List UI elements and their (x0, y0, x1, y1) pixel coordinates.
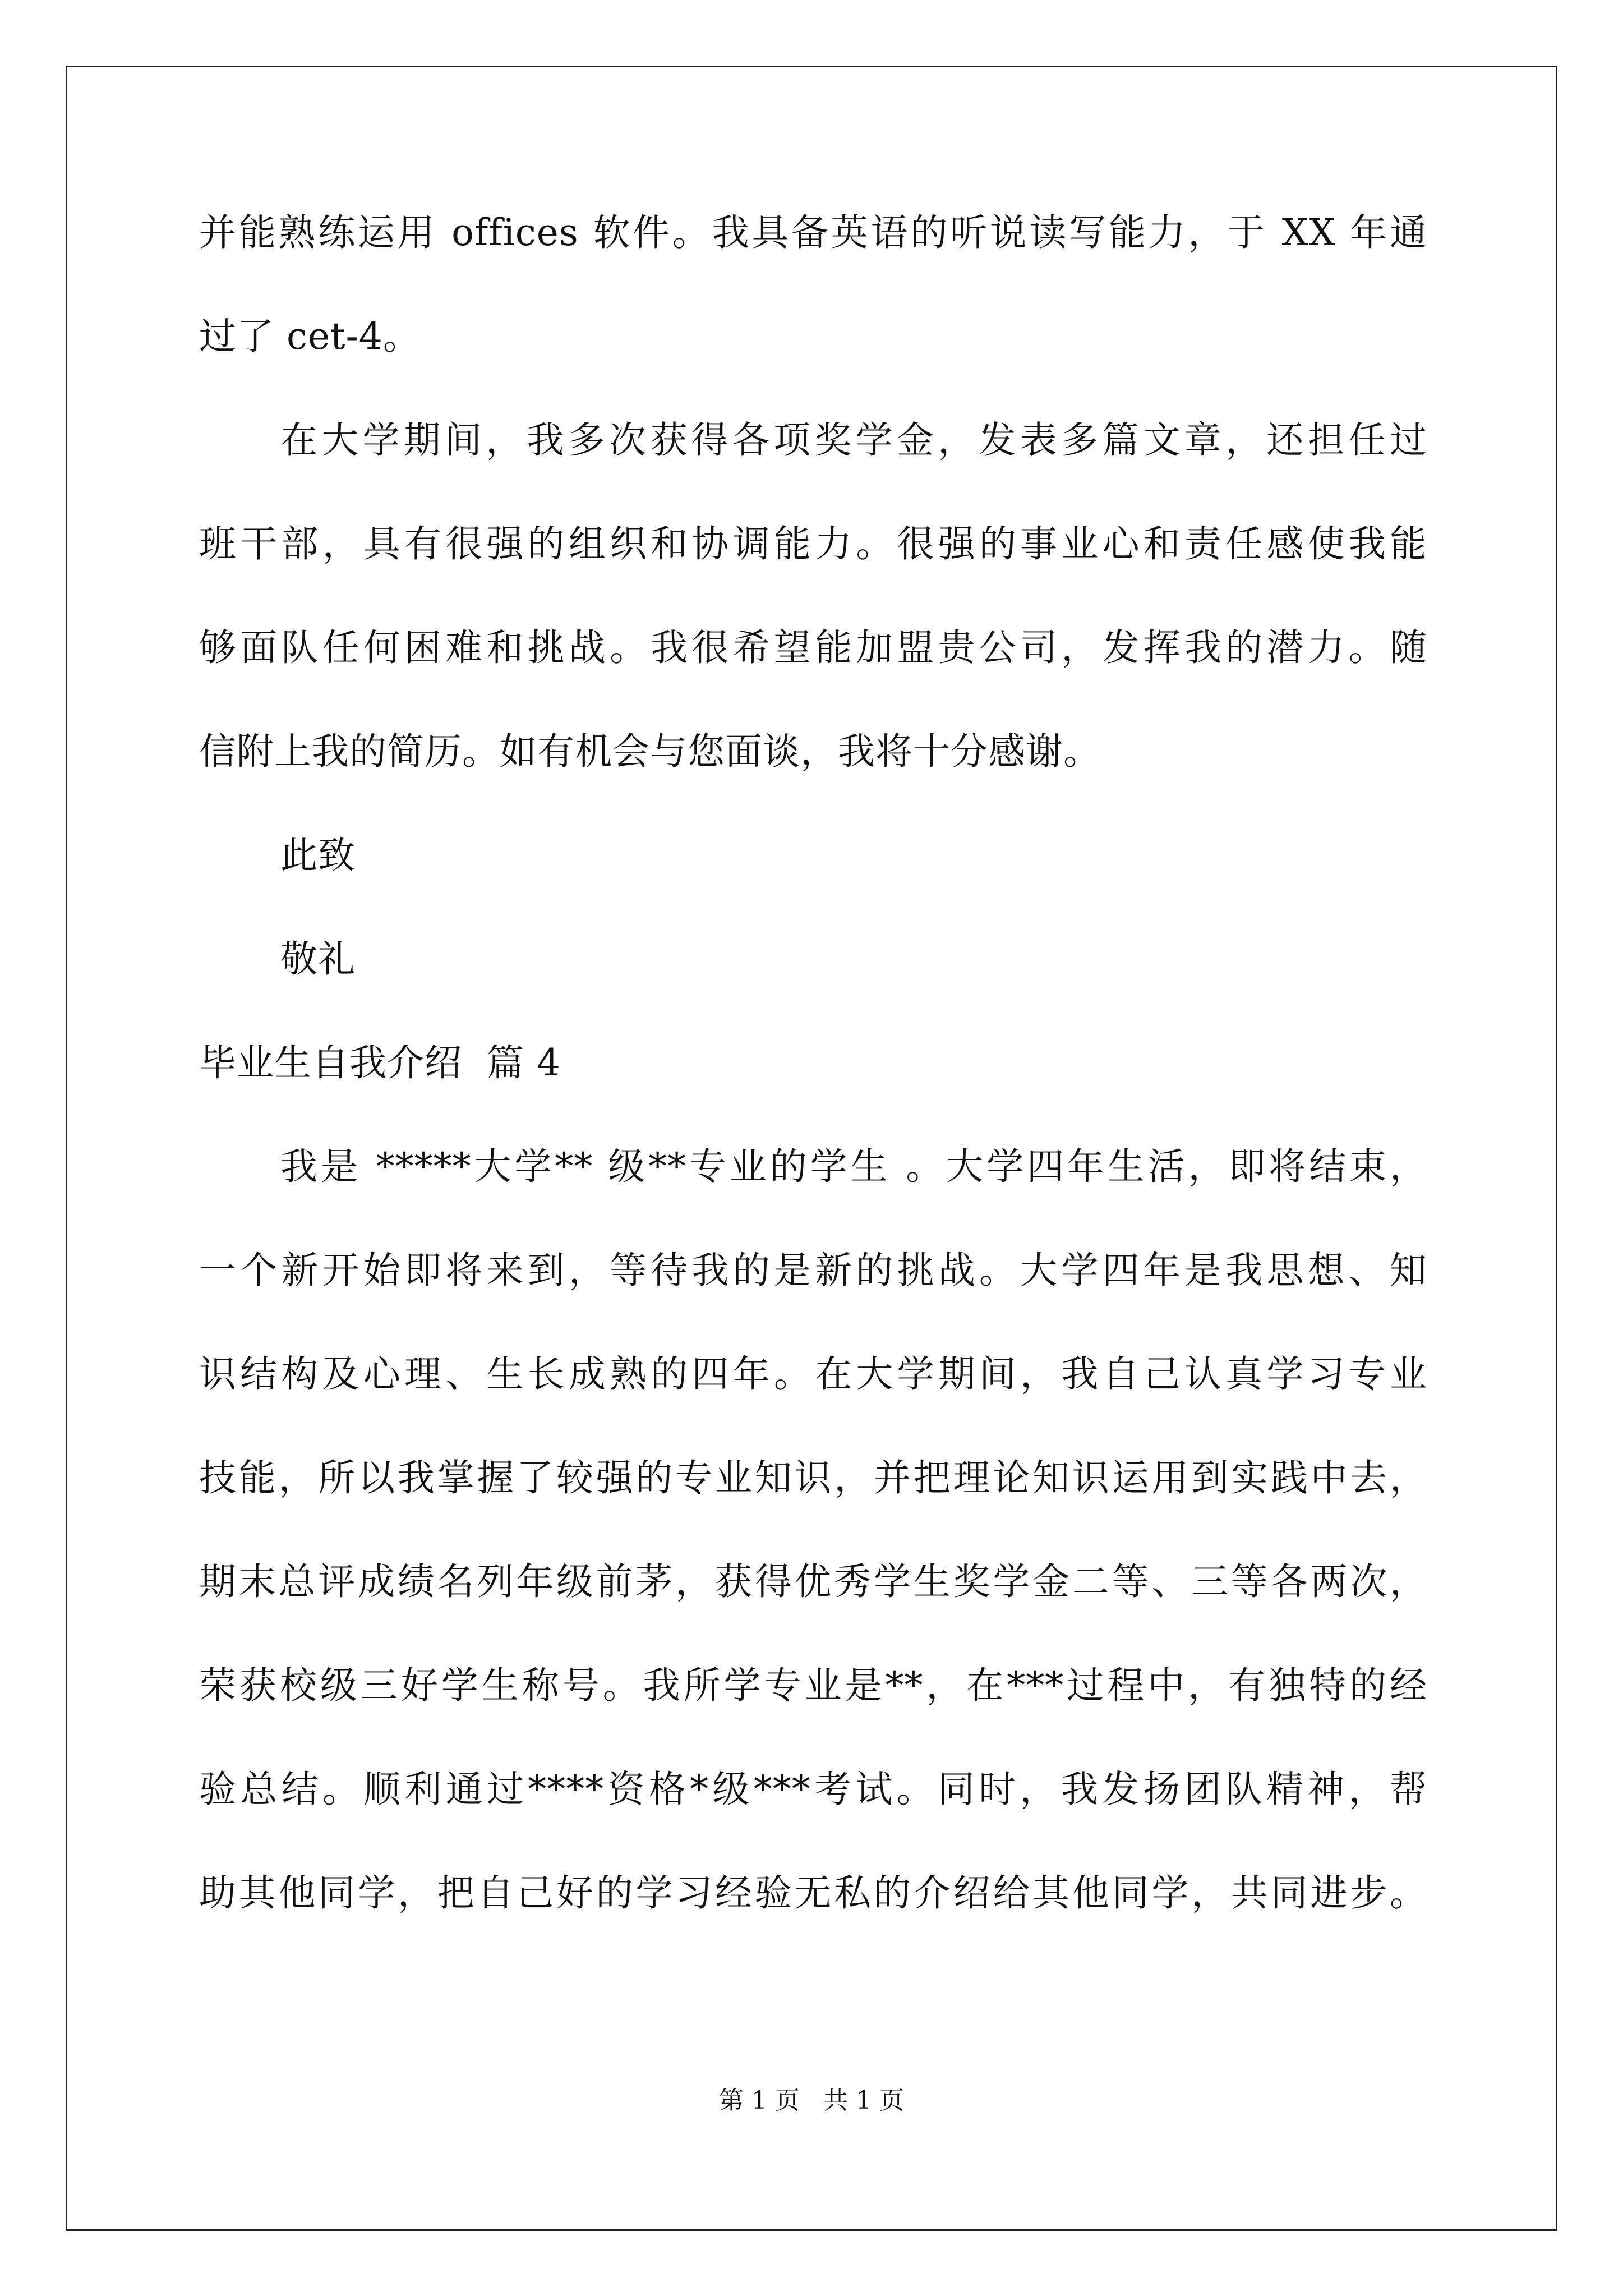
body-line: 信附上我的简历。如有机会与您面谈，我将十分感谢。 (199, 730, 1101, 773)
page-footer: 第 1 页 共 1 页 (719, 2086, 904, 2115)
body-line: 班干部，具有很强的组织和协调能力。很强的事业心和责任感使我能 (199, 522, 1427, 565)
closing-line: 敬礼 (280, 937, 356, 981)
body-line: 验总结。顺利通过****资格*级***考试。同时，我发扬团队精神，帮 (199, 1768, 1427, 1811)
body-line: 并能熟练运用 offices 软件。我具备英语的听说读写能力，于 XX 年通 (199, 211, 1427, 254)
body-line: 一个新开始即将来到，等待我的是新的挑战。大学四年是我思想、知 (199, 1249, 1427, 1292)
body-line: 技能，所以我掌握了较强的专业知识，并把理论知识运用到实践中去， (199, 1456, 1427, 1499)
body-line: 够面队任何困难和挑战。我很希望能加盟贵公司，发挥我的潜力。随 (199, 626, 1427, 669)
salutation-line: 此致 (280, 834, 356, 877)
body-line: 期末总评成绩名列年级前茅，获得优秀学生奖学金二等、三等各两次， (199, 1560, 1427, 1603)
body-line: 识结构及心理、生长成熟的四年。在大学期间，我自己认真学习专业 (199, 1352, 1427, 1396)
body-line: 助其他同学，把自己好的学习经验无私的介绍给其他同学，共同进步。 (199, 1871, 1427, 1915)
body-line: 过了 cet-4。 (199, 315, 421, 358)
body-line: 荣获校级三好学生称号。我所学专业是**，在***过程中，有独特的经 (199, 1664, 1427, 1707)
paragraph-first-line: 我是 *****大学** 级**专业的学生 。大学四年生活，即将结束， (280, 1145, 1427, 1188)
section-heading: 毕业生自我介绍 篇 4 (199, 1041, 561, 1084)
paragraph-first-line: 在大学期间，我多次获得各项奖学金，发表多篇文章，还担任过 (280, 418, 1427, 462)
